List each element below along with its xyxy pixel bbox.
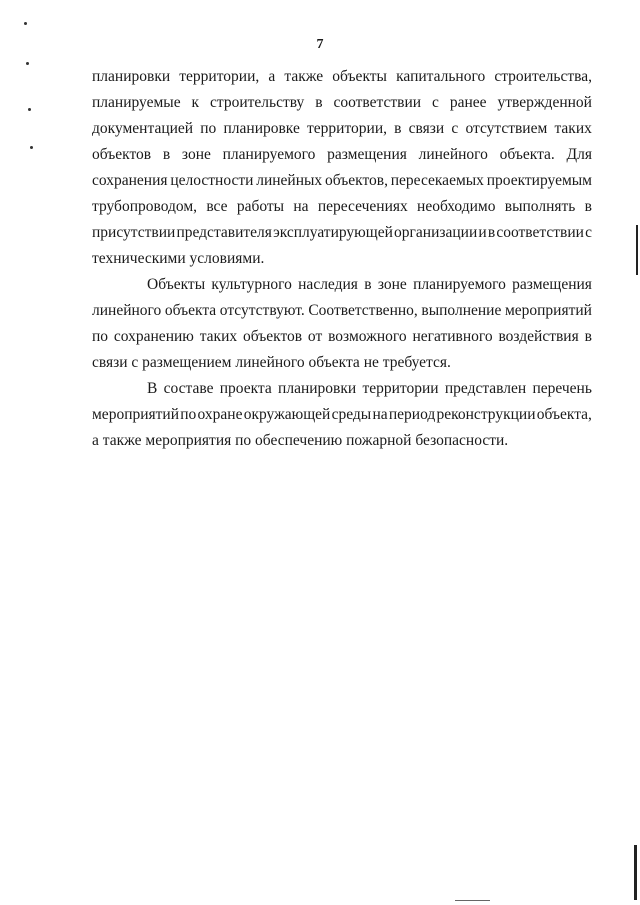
scan-speck	[30, 146, 33, 149]
text-line: планируемые к строительству в соответствии с ранее утвержденной	[92, 94, 592, 111]
scan-edge-mark	[636, 225, 638, 275]
text-line: по сохранению таких объектов от возможного негативного воздействия в	[92, 328, 592, 345]
scan-edge-mark	[455, 900, 490, 901]
text-line: Объекты культурного наследия в зоне планируемого размещения	[147, 276, 592, 293]
scan-speck	[28, 108, 31, 111]
text-line: присутствии представителя эксплуатирующей организации и в соответствии с	[92, 224, 592, 241]
text-line: планировки территории, а также объекты капитального строительства,	[92, 68, 592, 85]
page-number: 7	[316, 37, 324, 52]
scan-edge-mark	[634, 845, 637, 900]
text-line: В составе проекта планировки территории представлен перечень	[147, 380, 592, 397]
text-line: объектов в зоне планируемого размещения линейного объекта. Для	[92, 146, 592, 163]
text-line: линейного объекта отсутствуют. Соответственно, выполнение мероприятий	[92, 302, 592, 319]
scan-speck	[26, 62, 29, 65]
text-line: а также мероприятия по обеспечению пожарной безопасности.	[92, 432, 509, 449]
text-line: техническими условиями.	[92, 250, 265, 267]
text-line: мероприятий по охране окружающей среды на период реконструкции объекта,	[92, 406, 592, 423]
text-line: документацией по планировке территории, в связи с отсутствием таких	[92, 120, 592, 137]
text-line: сохранения целостности линейных объектов, пересекаемых проектируемым	[92, 172, 592, 189]
text-line: трубопроводом, все работы на пересечениях необходимо выполнять в	[92, 198, 592, 215]
scan-speck	[24, 22, 27, 25]
text-line: связи с размещением линейного объекта не требуется.	[92, 354, 451, 371]
